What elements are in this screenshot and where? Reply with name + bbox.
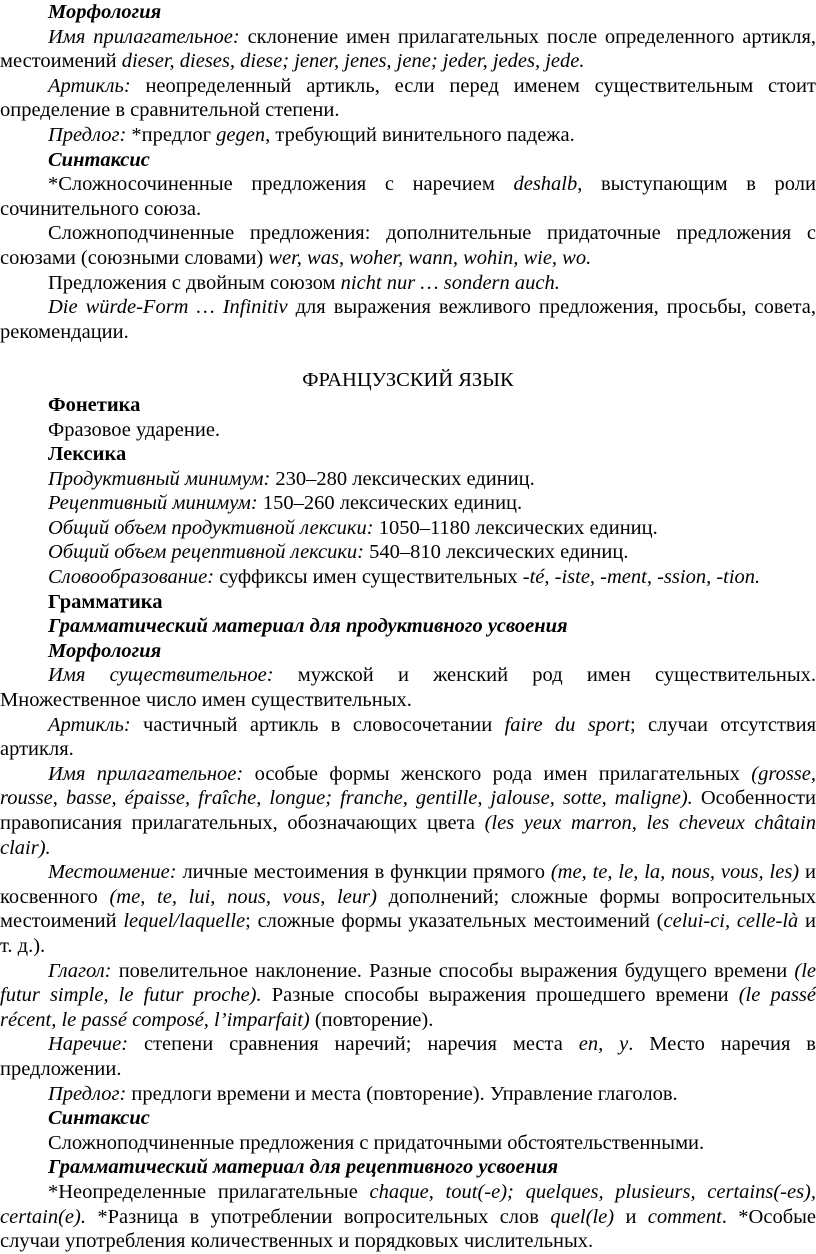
paragraph-syntax-4: Die würde-Form … Infinitiv для выражения вежливого предложения, просьбы, совета, рекомендации.	[0, 296, 816, 343]
paragraph-preposition-de: Предлог: *предлог gegen, требующий винительного падежа.	[48, 123, 575, 146]
paragraph-verb: Глагол: повелительное наклонение. Разные способы выражения будущего времени (le futur simple, le futur proche). Разные способы выражения прошедшего времени (le passé récent, le passé composé, l’imparfait) (повторение).	[0, 959, 816, 1031]
paragraph-lexis-3: Общий объем продуктивной лексики: 1050–1180 лексических единиц.	[48, 516, 658, 539]
section-title: ФРАНЦУЗСКИЙ ЯЗЫК	[302, 369, 514, 392]
paragraph-receptive: *Неопределенные прилагательные chaque, tout(-e); quelques, plusieurs, certains(-es), certain(e). *Разница в употреблении вопросительных слов quel(le) и comment. *Особые случаи употребления количественных и порядковых числительных.	[0, 1180, 816, 1253]
paragraph-preposition-fr: Предлог: предлоги времени и места (повторение). Управление глаголов.	[48, 1082, 678, 1105]
heading-syntax-fr: Синтаксис	[48, 1107, 150, 1130]
paragraph-syntax-fr: Сложноподчиненные предложения с придаточными обстоятельственными.	[48, 1131, 705, 1154]
paragraph-lexis-4: Общий объем рецептивной лексики: 540–810 лексических единиц.	[48, 541, 629, 564]
paragraph-article-fr: Артикль: частичный артикль в словосочетании faire du sport; случаи отсутствия артикля.	[0, 713, 816, 761]
paragraph-syntax-2: Сложноподчиненные предложения: дополнительные придаточные предложения с союзами (союзными словами) wer, was, woher, wann, wohin, wie, wo.	[0, 222, 816, 269]
heading-morphology: Морфология	[48, 1, 162, 23]
heading-productive: Грамматический материал для продуктивного усвоения	[48, 615, 568, 638]
paragraph-adverb: Наречие: степени сравнения наречий; наречия места en, y. Место наречия в предложении.	[0, 1033, 816, 1080]
heading-receptive: Грамматический материал для рецептивного усвоения	[48, 1156, 559, 1179]
paragraph-lexis-5: Словообразование: суффиксы имен существительных -té, -iste, -ment, -ssion, -tion.	[48, 566, 761, 589]
paragraph-syntax-3: Предложения с двойным союзом nicht nur … sondern auch.	[48, 271, 560, 294]
paragraph-lexis-2: Рецептивный минимум: 150–260 лексических единиц.	[48, 492, 523, 515]
paragraph-lexis-1: Продуктивный минимум: 230–280 лексических единиц.	[48, 467, 535, 490]
paragraph-article-de: Артикль: неопределенный артикль, если перед именем существительным стоит определение в сравнительной степени.	[0, 74, 816, 122]
paragraph-noun: Имя существительное: мужской и женский род имен существительных. Множественное число имен существительных.	[0, 664, 816, 712]
paragraph-pronoun: Местоимение: личные местоимения в функции прямого (me, te, le, la, nous, vous, les) и косвенного (me, te, lui, nous, vous, leur) дополнений; сложные формы вопросительных местоимений lequel/laquelle; сложные формы указательных местоимений (celui-ci, celle-là и т. д.).	[0, 861, 816, 957]
paragraph-adjective-fr: Имя прилагательное: особые формы женского рода имен прилагательных (grosse, rousse, basse, épaisse, fraîche, longue; franche, gentille, jalouse, sotte, maligne). Особенности правописания прилагательных, обозначающих цвета (les yeux marron, les cheveux châtain clair).	[0, 762, 816, 859]
heading-lexis: Лексика	[48, 443, 127, 466]
paragraph-syntax-1: *Сложносочиненные предложения с наречием deshalb, выступающим в роли сочинительного союза.	[0, 173, 816, 220]
heading-grammar: Грамматика	[48, 590, 163, 613]
heading-morphology-fr: Морфология	[48, 639, 162, 662]
paragraph-phonetics: Фразовое ударение.	[48, 418, 221, 441]
heading-phonetics: Фонетика	[48, 393, 141, 416]
section-gap	[0, 344, 816, 368]
heading-syntax: Синтаксис	[48, 148, 150, 171]
paragraph-adjective-de: Имя прилагательное: склонение имен прилагательных после определенного артикля, местоимений dieser, dieses, diese; jener, jenes, jene; jeder, jedes, jede.	[0, 25, 816, 73]
